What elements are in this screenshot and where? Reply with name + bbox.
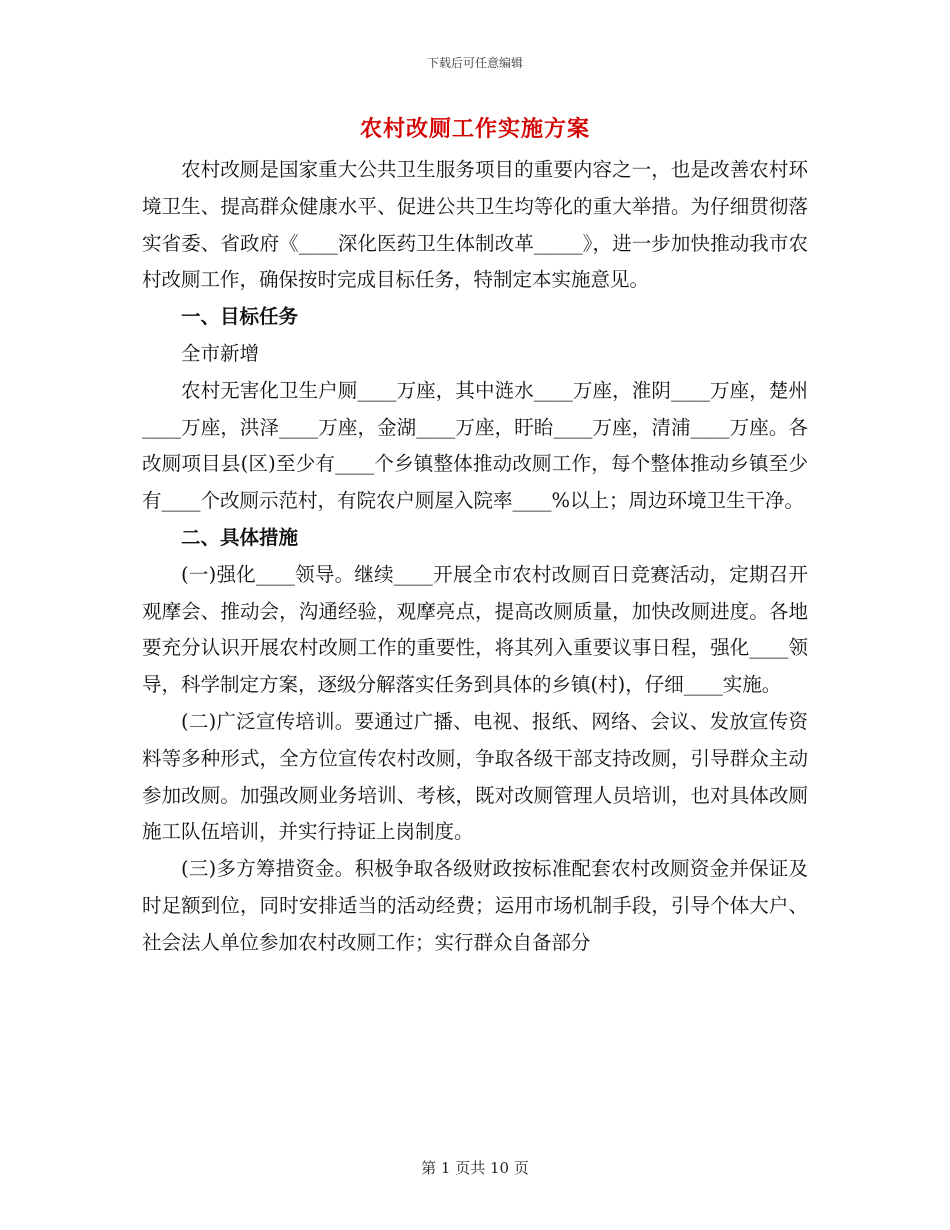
page-header: 下载后可任意编辑 xyxy=(426,56,523,70)
page-footer: 第 1 页共 10 页 xyxy=(421,1159,529,1177)
paragraph-measure-2: (二)广泛宣传培训。要通过广播、电视、报纸、网络、会议、发放宣传资料等多种形式，全方位宣传农村改厕，争取各级干部支持改厕，引导群众主动参加改厕。加强改厕业务培训、考核，既对改厕管理人员培训，也对具体改厕施工队伍培训，并实行持证上岗制度。 xyxy=(142,709,808,844)
document-title: 农村改厕工作实施方案 xyxy=(359,116,590,142)
paragraph-measure-1: (一)强化____领导。继续____开展全市农村改厕百日竞赛活动，定期召开观摩会、推动会，沟通经验，观摩亮点，提高改厕质量，加快改厕进度。各地要充分认识开展农村改厕工作的重要性，将其列入重要议事日程，强化____领导，科学制定方案，逐级分解落实任务到具体的乡镇(村)，仔细____实施。 xyxy=(142,562,808,697)
paragraph-intro: 农村改厕是国家重大公共卫生服务项目的重要内容之一，也是改善农村环境卫生、提高群众健康水平、促进公共卫生均等化的重大举措。为仔细贯彻落实省委、省政府《____深化医药卫生体制改革_____》，进一步加快推动我市农村改厕工作，确保按时完成目标任务，特制定本实施意见。 xyxy=(142,158,808,292)
paragraph-measure-3: (三)多方筹措资金。积极争取各级财政按标准配套农村改厕资金并保证及时足额到位，同时安排适当的活动经费；运用市场机制手段，引导个体大户、社会法人单位参加农村改厕工作；实行群众自备部分 xyxy=(142,857,808,954)
paragraph-targets: 农村无害化卫生户厕____万座，其中涟水____万座，淮阴____万座，楚州____万座，洪泽____万座，金湖____万座，盱眙____万座，清浦____万座。各改厕项目县(区)至少有____个乡镇整体推动改厕工作，每个整体推动乡镇至少有____个改厕示范村，有院农户厕屋入院率____%以上；周边环境卫生干净。 xyxy=(142,378,808,513)
document-body xyxy=(142,152,808,962)
section-heading-measures: 二、具体措施 xyxy=(181,525,299,549)
paragraph-city-new: 全市新增 xyxy=(181,341,260,365)
section-heading-goals: 一、目标任务 xyxy=(181,305,299,329)
